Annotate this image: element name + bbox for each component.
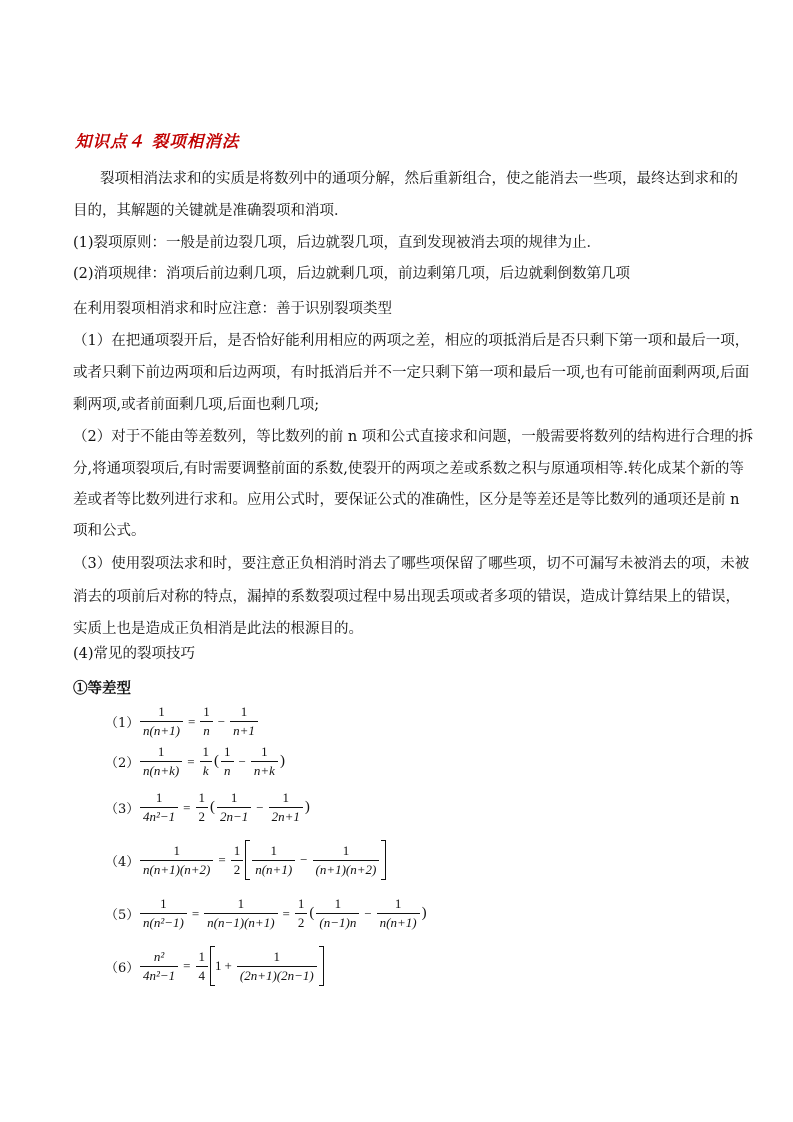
formula-6: （6） $\frac{\text{n²}}{\text{4n²−1}}$ = $\frac{1}{4}$ 1 + $\frac{1}{(2n+1)(2n-1)}$ bbox=[105, 946, 324, 986]
note-3-line-1: （3）使用裂项法求和时，要注意正负相消时消去了哪些项保留了哪些项，切不可漏写未被消去的项，未被 bbox=[73, 556, 750, 572]
principle-2: (2)消项规律：消项后前边剩几项，后边就剩几项，前边剩第几项，后边就剩倒数第几项 bbox=[73, 266, 631, 282]
note-2-line-3: 差或者等比数列进行求和。应用公式时，要保证公式的准确性，区分是等差还是等比数列的通项还是前 n bbox=[73, 492, 740, 508]
formula-2: （2） $\frac{1}{n(n+k)}$ = $\frac{1}{k}$ ( $\frac{1}{n}$ − $\frac{1}{n+k}$ ) bbox=[105, 744, 285, 778]
arithmetic-type-heading: ①等差型 bbox=[73, 680, 131, 697]
note-2-line-2: 分,将通项裂项后,有时需要调整前面的系数,使裂开的两项之差或系数之积与原通项相等.转化成某个新的等 bbox=[73, 461, 744, 477]
intro-line-2: 目的，其解题的关键就是准确裂项和消项． bbox=[73, 203, 349, 219]
techniques-heading: (4)常见的裂项技巧 bbox=[73, 646, 196, 662]
notes-heading: 在利用裂项相消求和时应注意：善于识别裂项类型 bbox=[73, 301, 392, 317]
formula-1: （1） $\frac{1}{n(n+1)}$ = $\frac{1}{n}$ − $\frac{1}{n+1}$ bbox=[105, 704, 260, 739]
note-1-line-2: 或者只剩下前边两项和后边两项，有时抵消后并不一定只剩下第一项和最后一项,也有可能前面剩两项,后面 bbox=[73, 365, 750, 381]
formula-4: （4） $\frac{1}{n(n+1)(n+2)}$ = $\frac{1}{2}$ $\frac{1}{n(n+1)}$ − $\frac{1}{(n+1)(n+2)}$ bbox=[105, 840, 386, 880]
section-title: 知识点４ 裂项相消法 bbox=[75, 132, 240, 151]
note-3-line-2: 消去的项前后对称的特点，漏掉的系数裂项过程中易出现丢项或者多项的错误，造成计算结果上的错误， bbox=[73, 589, 740, 605]
note-1-line-1: （1）在把通项裂开后，是否恰好能利用相应的两项之差，相应的项抵消后是否只剩下第一项和最后一项， bbox=[73, 333, 750, 349]
note-1-line-3: 剩两项,或者前面剩几项,后面也剩几项; bbox=[73, 397, 320, 413]
note-2-line-1: （2）对于不能由等差数列，等比数列的前 n 项和公式直接求和问题，一般需要将数列的结构进行合理的拆 bbox=[73, 429, 754, 445]
formula-5: （5） $\frac{1}{\text{n(n²−1)}}$ = $\frac{1}{n(n-1)(n+1)}$ = $\frac{1}{2}$ ( $\frac{1}{(n-1)n}$ − $\frac{1}{n(n+1)}$ ) bbox=[105, 896, 427, 930]
note-2-line-4: 项和公式。 bbox=[73, 523, 146, 539]
principle-1: (1)裂项原则：一般是前边裂几项，后边就裂几项，直到发现被消去项的规律为止． bbox=[73, 235, 602, 251]
note-3-line-3: 实质上也是造成正负相消是此法的根源目的。 bbox=[73, 621, 363, 637]
intro-line-1: 裂项相消法求和的实质是将数列中的通项分解，然后重新组合，使之能消去一些项，最终达到求和的 bbox=[100, 171, 738, 187]
formula-3: （3） $\frac{1}{\text{4n²−1}}$ = $\frac{1}{2}$ ( $\frac{1}{2n-1}$ − $\frac{1}{2n+1}$ ) bbox=[105, 790, 310, 824]
